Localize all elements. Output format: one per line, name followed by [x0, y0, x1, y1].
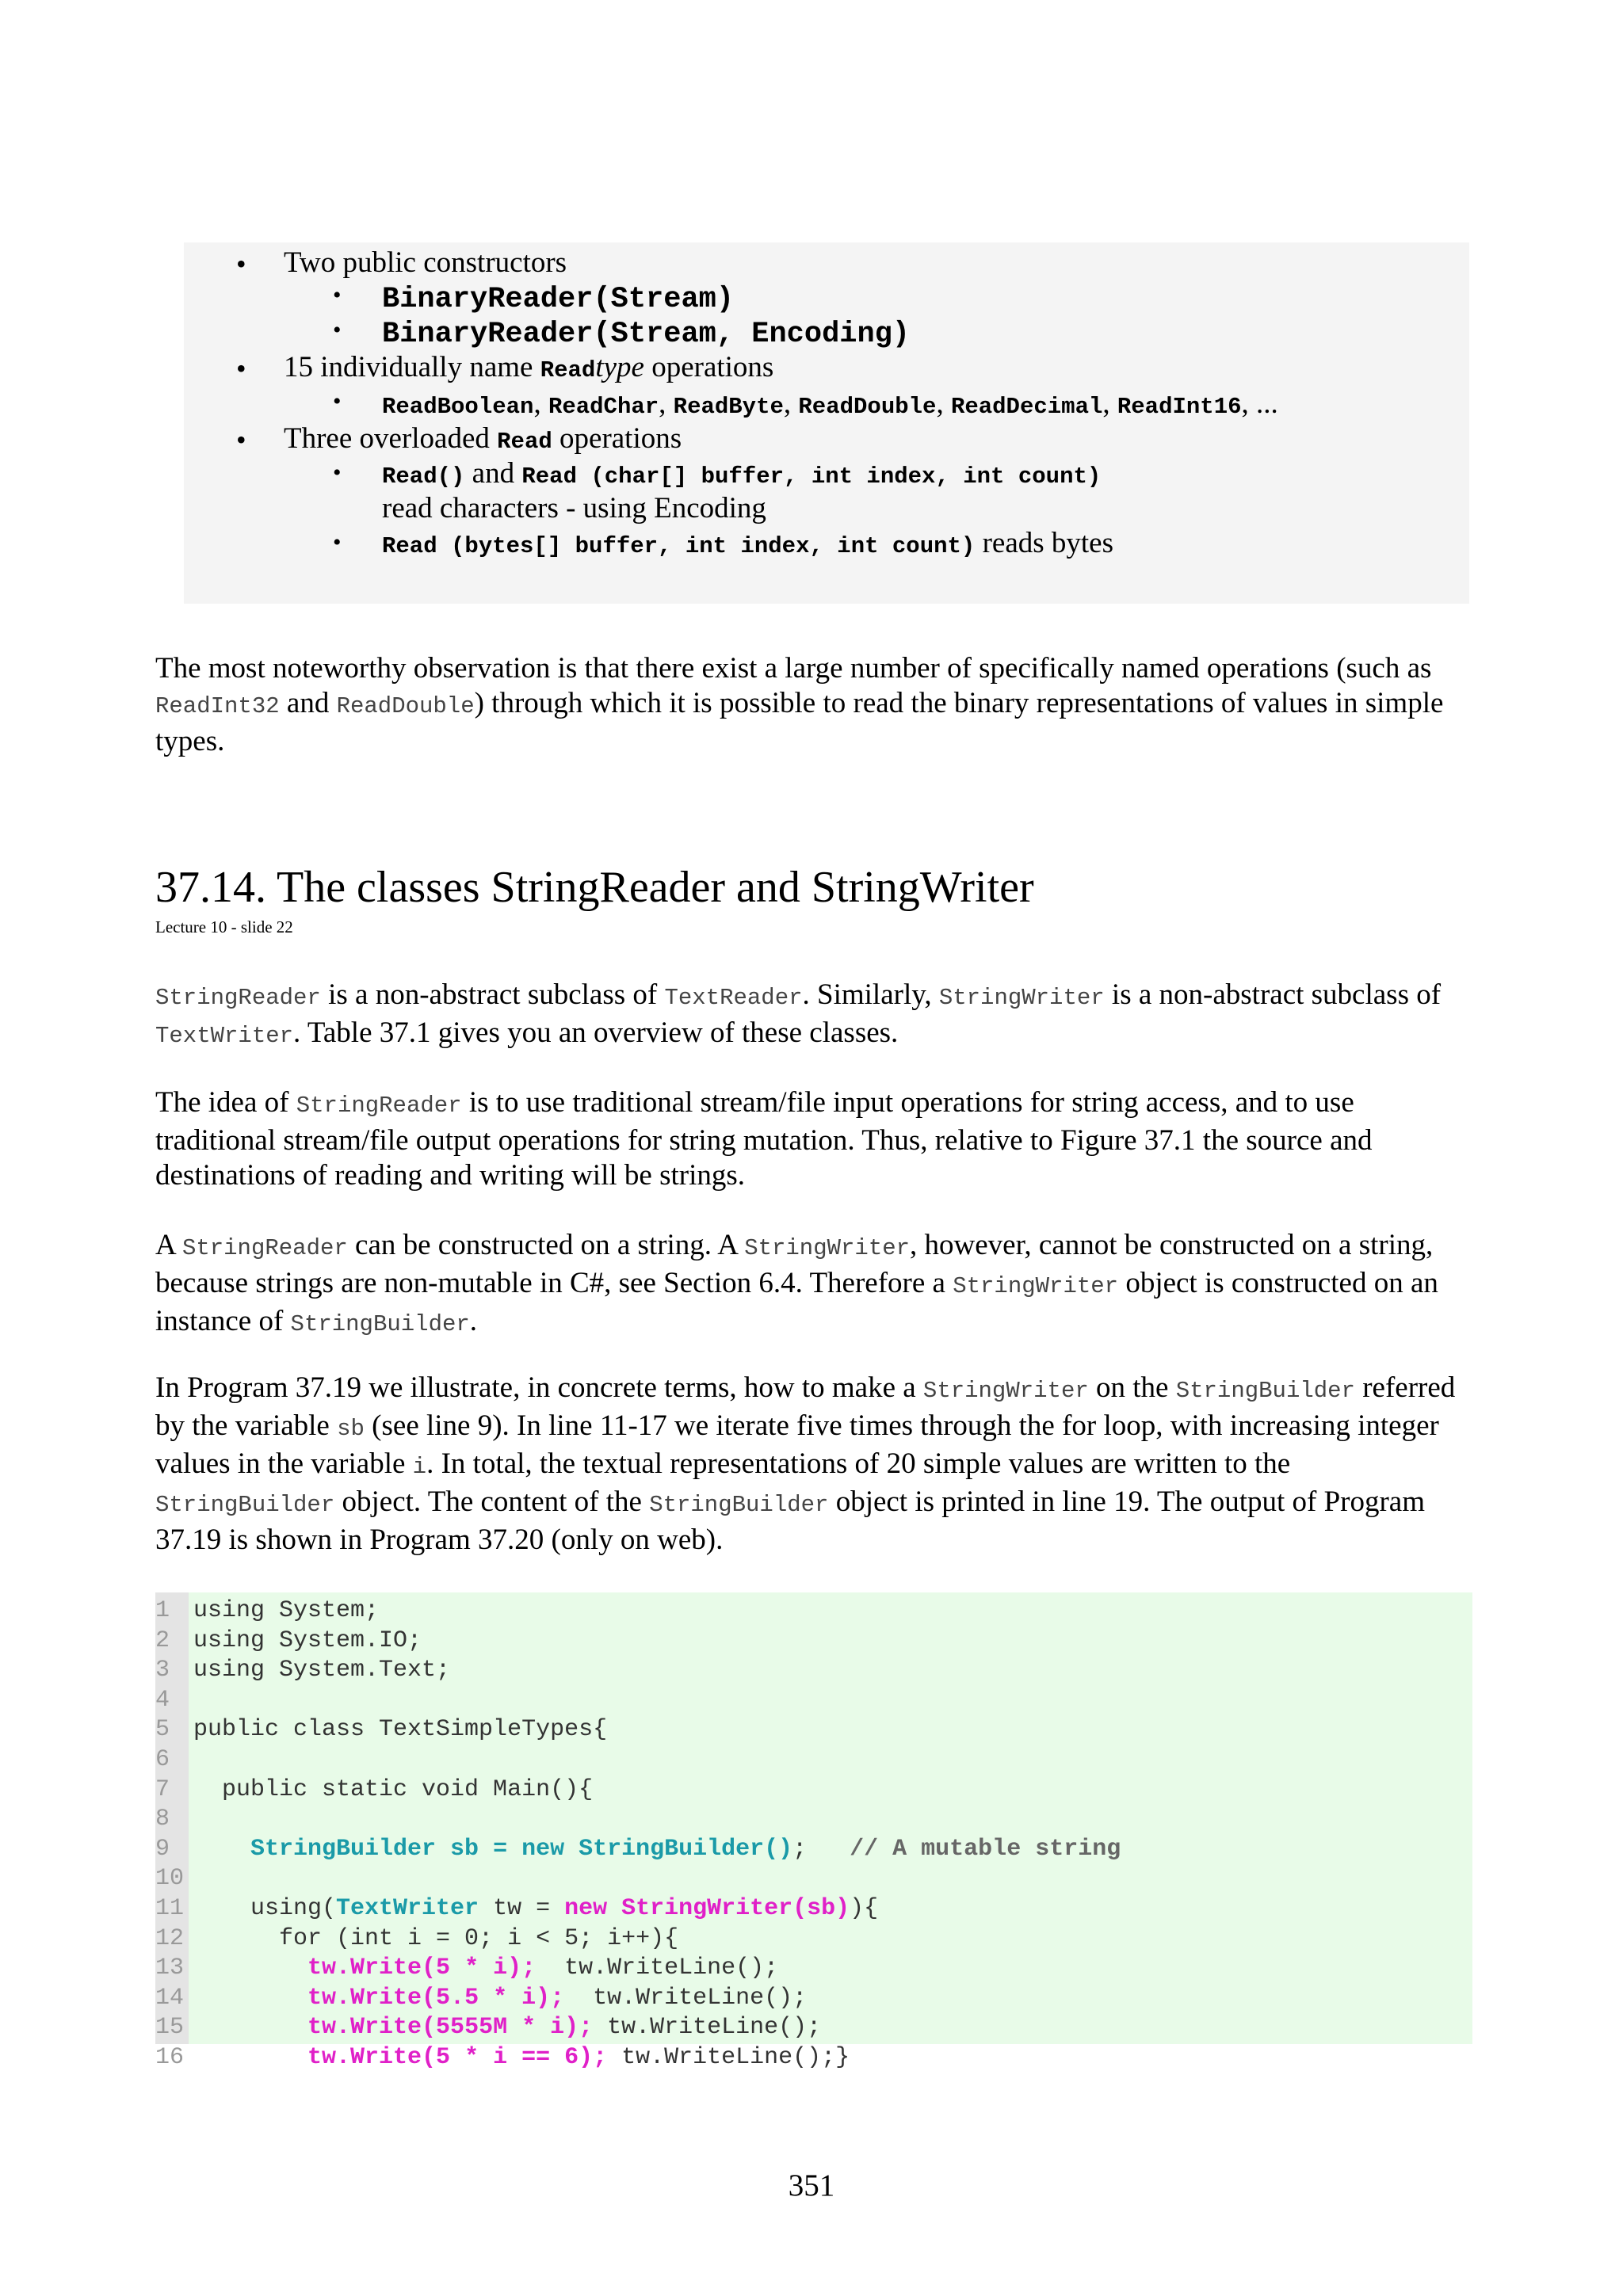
text-run: is a non-abstract subclass of	[320, 978, 665, 1011]
code-text	[189, 1836, 1121, 1863]
code-token	[193, 1836, 250, 1863]
code-token	[193, 2044, 307, 2071]
text-run: A	[155, 1229, 182, 1261]
text-run: referred by the variable	[155, 1371, 1456, 1442]
paragraph-noteworthy	[155, 651, 1471, 759]
bullet: •	[333, 460, 342, 486]
slide-item-constructors: Two public constructors	[284, 246, 567, 279]
code-text	[189, 2014, 821, 2041]
text: 15 individually name	[284, 351, 540, 383]
line-number: 12	[155, 1924, 185, 1952]
inline-code: StringWriter	[938, 985, 1105, 1011]
code-comment: // A mutable string	[850, 1835, 1121, 1863]
code-text	[189, 1776, 593, 1803]
code-text	[189, 1985, 807, 2012]
code-token: tw.Write(5 * i);	[307, 1955, 537, 1982]
inline-code: StringWriter	[744, 1235, 911, 1261]
slide-read-bytes	[382, 526, 1113, 564]
inline-code: sb	[337, 1416, 365, 1442]
inline-code: StringBuilder	[290, 1311, 470, 1337]
separator: , ...	[1241, 387, 1278, 420]
slide-readtype-list	[382, 387, 1278, 425]
code-line	[155, 1836, 1121, 1863]
bullet: •	[333, 317, 342, 343]
code-text	[189, 1657, 450, 1684]
code-text	[189, 1716, 607, 1743]
page-number: 351	[788, 2168, 835, 2203]
code-token: tw =	[479, 1895, 565, 1922]
slide-item-read-overloads	[284, 421, 682, 460]
text: and	[464, 457, 522, 490]
text-run: can be constructed on a string. A	[347, 1229, 745, 1261]
code-token: public static void Main(){	[193, 1775, 594, 1803]
text-run: The most noteworthy observation is that there exist a large number of specifically named operations (such as	[155, 652, 1432, 685]
separator: ,	[533, 387, 548, 420]
slide-ctor-1: BinaryReader(Stream)	[382, 283, 735, 316]
line-number: 11	[155, 1895, 185, 1922]
line-number: 10	[155, 1865, 185, 1893]
code-token	[193, 1985, 307, 2012]
slide-item-readtype	[284, 350, 773, 388]
line-number: 9	[155, 1835, 170, 1863]
section-subtitle: Lecture 10 - slide 22	[155, 917, 293, 936]
line-number: 14	[155, 1984, 185, 2012]
code-token	[193, 1955, 307, 1981]
readtype-name: ReadDecimal	[950, 394, 1103, 420]
text: operations	[552, 422, 682, 455]
code-line	[155, 1806, 193, 1833]
readtype-name: ReadBoolean	[382, 394, 534, 420]
code-token: tw.Write(5555M * i);	[307, 2014, 594, 2042]
text-run: , however, cannot be constructed on a string, because strings are non-mutable in C#, see Section 6.4. Therefore a	[155, 1229, 1434, 1299]
inline-code: StringReader	[296, 1093, 462, 1119]
inline-code: StringBuilder	[155, 1492, 335, 1518]
code-text	[189, 1925, 678, 1952]
code-token: using(	[193, 1895, 337, 1922]
slide-read-chars	[382, 456, 1101, 494]
inline-code: StringReader	[181, 1235, 348, 1261]
line-number: 15	[155, 2014, 185, 2042]
code-token: StringBuilder sb = new StringBuilder()	[250, 1835, 793, 1863]
line-number: 13	[155, 1955, 185, 1982]
slide-read-chars-desc: read characters - using Encoding	[382, 492, 766, 524]
code-token: using System.Text;	[193, 1657, 451, 1684]
text-run: on the	[1088, 1371, 1176, 1404]
line-number: 16	[155, 2044, 185, 2071]
code-text	[189, 1895, 878, 1922]
readtype-name: ReadByte	[673, 394, 784, 420]
separator: ,	[659, 387, 674, 420]
bullet: •	[236, 248, 246, 280]
code-text	[189, 1687, 193, 1714]
code-text	[189, 1806, 193, 1833]
code-line	[155, 2044, 850, 2072]
bullet: •	[333, 388, 342, 414]
code-line	[155, 1865, 193, 1893]
text-run: object is constructed on an instance of	[155, 1267, 1438, 1337]
code: Read	[497, 429, 552, 455]
code-token: using System.IO;	[193, 1627, 422, 1654]
code-line	[155, 1985, 807, 2012]
code-token	[193, 2014, 307, 2041]
code-line	[155, 1687, 193, 1714]
bullet: •	[236, 424, 246, 456]
inline-code: StringBuilder	[649, 1492, 829, 1518]
readtype-name: ReadDouble	[798, 394, 937, 420]
code: Read	[540, 357, 596, 383]
text-run: object. The content of the	[334, 1486, 650, 1518]
paragraph-construction	[155, 1228, 1471, 1342]
separator: ,	[936, 387, 951, 420]
inline-code: StringReader	[155, 985, 321, 1011]
code-token: tw.WriteLine();	[536, 1955, 779, 1982]
code-text	[189, 1627, 422, 1654]
line-number: 3	[155, 1657, 170, 1684]
code-text	[189, 1955, 778, 1981]
code-token: tw.Write(5 * i == 6);	[307, 2044, 608, 2071]
section-heading: 37.14. The classes StringReader and StringWriter	[155, 863, 1034, 912]
code-token: ){	[850, 1895, 879, 1922]
code-line	[155, 1955, 778, 1982]
code-token: ;	[792, 1835, 850, 1863]
text-run: ) through which it is possible to read the binary representations of values in simple types.	[155, 687, 1444, 757]
bullet: •	[333, 282, 342, 308]
code-text	[189, 1865, 193, 1892]
text-run: . In total, the textual representations of 20 simple values are written to the	[426, 1447, 1291, 1480]
text-run: . Table 37.1 gives you an overview of these classes.	[293, 1016, 899, 1049]
code-line	[155, 1716, 607, 1744]
line-number: 2	[155, 1627, 170, 1654]
text-run: The idea of	[155, 1086, 296, 1119]
inline-code: StringWriter	[922, 1378, 1089, 1404]
inline-code: ReadDouble	[336, 693, 475, 719]
code-token: tw.WriteLine();	[564, 1984, 808, 2012]
separator: ,	[1102, 387, 1117, 420]
code: Read()	[382, 463, 465, 490]
code-line	[155, 1657, 450, 1684]
inline-code: TextReader	[664, 985, 803, 1011]
line-number: 5	[155, 1716, 170, 1744]
code-token: for (int i = 0; i < 5; i++){	[193, 1924, 679, 1952]
line-number: 7	[155, 1775, 170, 1803]
paragraph-program-description	[155, 1371, 1471, 1558]
line-number: 1	[155, 1597, 170, 1624]
code-line	[155, 1895, 878, 1923]
code-line	[155, 1746, 193, 1774]
code-token: tw.WriteLine();}	[607, 2044, 850, 2071]
text: reads bytes	[975, 527, 1113, 559]
code-token: public class TextSimpleTypes{	[193, 1716, 608, 1744]
inline-code: StringWriter	[953, 1273, 1119, 1299]
code-token: using System;	[193, 1597, 380, 1624]
code-text	[189, 2044, 850, 2071]
code-line	[155, 1597, 379, 1625]
code-line	[155, 1925, 678, 1953]
slide-ctor-2: BinaryReader(Stream, Encoding)	[382, 318, 911, 351]
inline-code: ReadInt32	[155, 693, 280, 719]
code: Read (char[] buffer, int index, int count)	[521, 463, 1102, 490]
readtype-name: ReadChar	[548, 394, 659, 420]
separator: ,	[783, 387, 799, 420]
paragraph-stringreader-intro	[155, 978, 1471, 1054]
code-text	[189, 1746, 193, 1773]
text-run: is to use traditional stream/file input operations for string access, and to use traditional stream/file output operations for string mutation. Thus, relative to Figure 37.1 the source and destinations of reading and writing will be strings.	[155, 1086, 1373, 1192]
text-run: is a non-abstract subclass of	[1104, 978, 1442, 1011]
inline-code: i	[412, 1454, 427, 1480]
bullet: •	[333, 529, 342, 555]
inline-code: TextWriter	[155, 1023, 294, 1049]
line-number: 8	[155, 1806, 170, 1833]
text-run: .	[469, 1305, 478, 1337]
code-line	[155, 1627, 422, 1655]
text-run: (see line 9). In line 11-17 we iterate five times through the for loop, with increasing integer values in the variable	[155, 1409, 1439, 1480]
text: operations	[643, 351, 774, 383]
readtype-name: ReadInt16	[1117, 394, 1242, 420]
code: Read (bytes[] buffer, int index, int count)	[382, 533, 976, 559]
inline-code: StringBuilder	[1175, 1378, 1355, 1404]
bullet: •	[236, 353, 246, 384]
code-token: tw.WriteLine();	[593, 2014, 822, 2042]
text-run: . Similarly,	[802, 978, 939, 1011]
text-run: object is printed in line 19. The output of Program 37.19 is shown in Program 37.20 (only on web).	[155, 1486, 1425, 1556]
text-run: In Program 37.19 we illustrate, in concrete terms, how to make a	[155, 1371, 923, 1404]
code-line	[155, 1776, 593, 1804]
italic-text: type	[595, 351, 644, 383]
line-number: 6	[155, 1746, 170, 1773]
text: Three overloaded	[284, 422, 498, 455]
text-run: and	[279, 687, 337, 719]
code-text	[189, 1597, 379, 1624]
code-token: TextWriter	[336, 1895, 479, 1922]
line-number: 4	[155, 1686, 170, 1714]
code-line	[155, 2014, 821, 2042]
paragraph-stringreader-idea	[155, 1085, 1471, 1193]
code-token: tw.Write(5.5 * i);	[307, 1984, 565, 2012]
code-token: new StringWriter(sb)	[564, 1895, 850, 1922]
